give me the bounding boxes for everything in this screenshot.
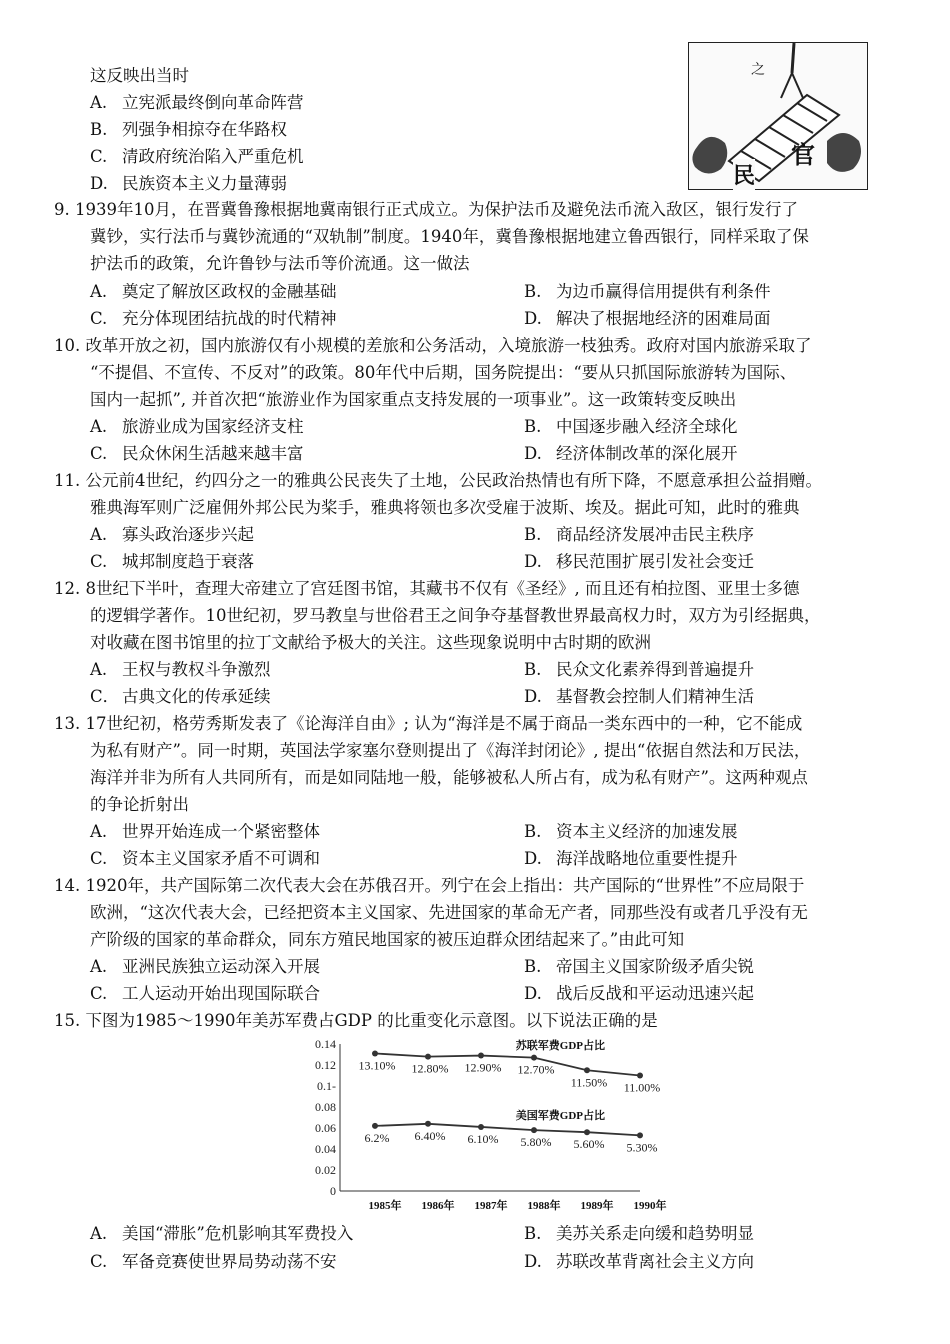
option-c [90, 982, 320, 1006]
y-tick-label: 0.02 [315, 1163, 336, 1177]
option-text: 列强争相掠夺在华路权 [122, 120, 287, 139]
option-b [524, 955, 754, 979]
data-label: 11.00% [623, 1080, 661, 1095]
cartoon-label-left: 民 [733, 159, 755, 190]
y-tick-label: 0.06 [315, 1121, 336, 1135]
option-d [524, 685, 754, 709]
option-letter: B. [90, 120, 108, 139]
option-letter: B. [524, 282, 542, 301]
option-letter: B. [524, 525, 542, 544]
q14-stem-line-1: 14. 1920年，共产国际第二次代表大会在苏俄召开。列宁在会上指出：共产国际的“世界性”不应局限于 [54, 876, 805, 895]
option-letter: B. [524, 822, 542, 841]
option-letter: B. [524, 417, 542, 436]
option-a [90, 1222, 353, 1246]
option-text: 旅游业成为国家经济支柱 [122, 417, 304, 436]
data-point [584, 1129, 590, 1135]
data-label: 5.30% [626, 1140, 658, 1155]
option-c [90, 685, 271, 709]
chart-svg [300, 1036, 667, 1216]
option-letter: B. [524, 957, 542, 976]
option-b [524, 1222, 754, 1246]
data-label: 13.10% [358, 1058, 396, 1073]
option-letter: A. [90, 822, 108, 841]
option-d [524, 1250, 754, 1274]
option-text: 军备竞赛使世界局势动荡不安 [122, 1252, 337, 1271]
data-label: 12.70% [517, 1062, 555, 1077]
option-letter: D. [524, 687, 542, 706]
data-label: 6.40% [414, 1128, 446, 1143]
option-letter: A. [90, 417, 108, 436]
option-text: 民族资本主义力量薄弱 [122, 174, 287, 193]
option-text: 民众文化素养得到普遍提升 [556, 660, 754, 679]
cartoon-label-top: 之 [751, 62, 765, 78]
option-letter: D. [524, 984, 542, 1003]
data-label: 5.80% [520, 1135, 552, 1150]
q11-stem-line-1: 11. 公元前4世纪，约四分之一的雅典公民丧失了土地，公民政治热情也有所下降，不愿意承担公益捐赠。 [54, 471, 822, 490]
option-text: 移民范围扩展引发社会变迁 [556, 552, 754, 571]
y-tick-label: 0.12 [315, 1058, 336, 1072]
data-label: 6.2% [364, 1130, 390, 1145]
option-b [524, 820, 738, 844]
option-letter: C. [90, 1252, 108, 1271]
q14-stem-line-3: 产阶级的国家的革命群众，同东方殖民地国家的被压迫群众团结起来了。”由此可知 [90, 930, 685, 949]
option-text: 工人运动开始出现国际联合 [122, 984, 320, 1003]
q14-stem-line-2: 欧洲，“这次代表大会，已经把资本主义国家、先进国家的革命无产者，同那些没有或者几乎没有无 [90, 903, 808, 922]
q9-stem-line-2: 冀钞，实行法币与冀钞流通的“双轨制”制度。1940年，冀鲁豫根据地建立鲁西银行，同样采取了保 [90, 227, 809, 246]
option-text: 城邦制度趋于衰落 [122, 552, 254, 571]
option-text: 基督教会控制人们精神生活 [556, 687, 754, 706]
q15-stem-line-1: 15. 下图为1985～1990年美苏军费占GDP 的比重变化示意图。以下说法正确的是 [54, 1011, 658, 1030]
data-point [478, 1124, 484, 1130]
data-label: 12.90% [464, 1060, 502, 1075]
y-tick-label: 0.08 [315, 1100, 336, 1114]
y-tick-label: 0.1- [317, 1079, 336, 1093]
option-letter: D. [524, 1252, 542, 1271]
option-letter: B. [524, 660, 542, 679]
option-b [524, 658, 754, 682]
y-tick-label: 0 [330, 1184, 336, 1198]
data-label: 12.80% [411, 1061, 449, 1076]
option-letter: C. [90, 984, 108, 1003]
option-text: 解决了根据地经济的困难局面 [556, 309, 771, 328]
option-b [90, 118, 287, 142]
option-d [524, 550, 754, 574]
option-letter: A. [90, 1224, 108, 1243]
series-name-label: 苏联军费GDP占比 [515, 1040, 605, 1052]
series-name-label: 美国军费GDP占比 [515, 1110, 605, 1122]
x-tick-label: 1987年 [474, 1200, 508, 1212]
option-letter: A. [90, 660, 108, 679]
political-cartoon-image [688, 42, 868, 190]
cartoon-label-right: 官 [791, 140, 815, 169]
x-tick-label: 1985年 [368, 1200, 402, 1212]
data-point [637, 1132, 643, 1138]
data-point [425, 1121, 431, 1127]
option-letter: C． [90, 687, 120, 706]
option-text: 海洋战略地位重要性提升 [556, 849, 738, 868]
option-d [524, 307, 771, 331]
option-a [90, 523, 254, 547]
data-point [531, 1055, 537, 1061]
data-label: 11.50% [570, 1075, 608, 1090]
option-a [90, 658, 271, 682]
option-text: 为边币赢得信用提供有利条件 [556, 282, 771, 301]
option-d [524, 847, 738, 871]
option-letter: D. [524, 552, 542, 571]
option-c [90, 442, 304, 466]
option-c [90, 1250, 337, 1274]
option-letter: D. [90, 174, 108, 193]
option-b [524, 280, 771, 304]
option-a [90, 280, 337, 304]
option-c [90, 847, 320, 871]
data-point [425, 1054, 431, 1060]
data-point [531, 1127, 537, 1133]
x-tick-label: 1989年 [580, 1200, 614, 1212]
option-c [90, 307, 337, 331]
option-text: 世界开始连成一个紧密整体 [122, 822, 320, 841]
option-text: 经济体制改革的深化展开 [556, 444, 738, 463]
option-a [90, 91, 304, 115]
option-text: 清政府统治陷入严重危机 [122, 147, 304, 166]
option-text: 苏联改革背离社会主义方向 [556, 1252, 754, 1271]
q9-stem-line-1: 9. 1939年10月，在晋冀鲁豫根据地冀南银行正式成立。为保护法币及避免法币流入敌区，银行发行了 [54, 200, 798, 219]
option-text: 立宪派最终倒向革命阵营 [122, 93, 304, 112]
q13-stem-line-1: 13. 17世纪初，格劳秀斯发表了《论海洋自由》; 认为“海洋是不属于商品一类东西中的一种，它不能成 [54, 714, 803, 733]
option-letter: A. [90, 93, 108, 112]
option-text: 资本主义经济的加速发展 [556, 822, 738, 841]
option-text: 王权与教权斗争激烈 [122, 660, 271, 679]
x-tick-label: 1988年 [527, 1200, 561, 1212]
option-letter: C. [90, 309, 108, 328]
data-point [584, 1067, 590, 1073]
option-text: 寡头政治逐步兴起 [122, 525, 254, 544]
data-point [372, 1050, 378, 1056]
q10-stem-line-3: 国内一起抓”, 并首次把“旅游业作为国家重点支持发展的一项事业”。这一政策转变反映出 [90, 390, 737, 409]
q10-stem-line-2: “不提倡、不宣传、不反对”的政策。80年代中后期，国务院提出：“要从只抓国际旅游转为国际、 [90, 363, 797, 382]
option-text: 战后反战和平运动迅速兴起 [556, 984, 754, 1003]
option-b [524, 523, 754, 547]
q13-stem-line-3: 海洋并非为所有人共同所有，而是如同陆地一般，能够被私人所占有，成为私有财产”。这两种观点 [90, 768, 808, 787]
option-letter: D. [524, 309, 542, 328]
q13-stem-line-4: 的争论折射出 [90, 795, 189, 814]
option-letter: C. [90, 552, 108, 571]
option-letter: A. [90, 282, 108, 301]
option-letter: D. [524, 444, 542, 463]
option-text: 资本主义国家矛盾不可调和 [122, 849, 320, 868]
data-point [372, 1123, 378, 1129]
option-letter: C. [90, 147, 108, 166]
q11-stem-line-2: 雅典海军则广泛雇佣外邦公民为桨手，雅典将领也多次受雇于波斯、埃及。据此可知，此时的雅典 [90, 498, 800, 517]
q10-stem-line-1: 10. 改革开放之初，国内旅游仅有小规模的差旅和公务活动，入境旅游一枝独秀。政府对国内旅游采取了 [54, 336, 812, 355]
option-d [90, 172, 287, 196]
option-c [90, 550, 254, 574]
option-text: 奠定了解放区政权的金融基础 [122, 282, 337, 301]
option-text: 美苏关系走向缓和趋势明显 [556, 1224, 754, 1243]
option-a [90, 820, 320, 844]
option-text: 充分体现团结抗战的时代精神 [122, 309, 337, 328]
q9-stem-line-3: 护法币的政策，允许鲁钞与法币等价流通。这一做法 [90, 254, 470, 273]
option-text: 商品经济发展冲击民主秩序 [556, 525, 754, 544]
q12-stem-line-1: 12. 8世纪下半叶，查理大帝建立了宫廷图书馆，其藏书不仅有《圣经》, 而且还有柏拉图、亚里士多德 [54, 579, 800, 598]
data-label: 5.60% [573, 1137, 605, 1152]
data-point [637, 1073, 643, 1079]
data-point [478, 1053, 484, 1059]
option-letter: A. [90, 525, 108, 544]
option-letter: C. [90, 444, 108, 463]
option-text: 中国逐步融入经济全球化 [556, 417, 738, 436]
q13-stem-line-2: 为私有财产”。同一时期，英国法学家塞尔登则提出了《海洋封闭论》, 提出“依据自然法和万民法， [90, 741, 811, 760]
x-tick-label: 1986年 [421, 1200, 455, 1212]
data-label: 6.10% [467, 1131, 499, 1146]
x-tick-label: 1990年 [633, 1200, 667, 1212]
option-text: 民众休闲生活越来越丰富 [122, 444, 304, 463]
cartoon-drawing [689, 43, 867, 189]
option-letter: A. [90, 957, 108, 976]
option-a [90, 955, 320, 979]
q12-stem-line-2: 的逻辑学著作。10世纪初，罗马教皇与世俗君王之间争夺基督教世界最高权力时，双方为引经据典， [90, 606, 821, 625]
option-d [524, 442, 738, 466]
option-text: 亚洲民族独立运动深入开展 [122, 957, 320, 976]
option-b [524, 415, 738, 439]
option-letter: C. [90, 849, 108, 868]
q8-stem-tail: 这反映出当时 [90, 66, 189, 85]
option-a [90, 415, 304, 439]
y-tick-label: 0.14 [315, 1037, 336, 1051]
military-spending-chart [300, 1036, 667, 1216]
option-text: 古典文化的传承延续 [122, 687, 271, 706]
option-letter: B. [524, 1224, 542, 1243]
option-text: 帝国主义国家阶级矛盾尖锐 [556, 957, 754, 976]
option-text: 美国“滞胀”危机影响其军费投入 [122, 1224, 354, 1243]
option-c [90, 145, 304, 169]
option-d [524, 982, 754, 1006]
option-letter: D. [524, 849, 542, 868]
q12-stem-line-3: 对收藏在图书馆里的拉丁文献给予极大的关注。这些现象说明中古时期的欧洲 [90, 633, 651, 652]
y-tick-label: 0.04 [315, 1142, 336, 1156]
